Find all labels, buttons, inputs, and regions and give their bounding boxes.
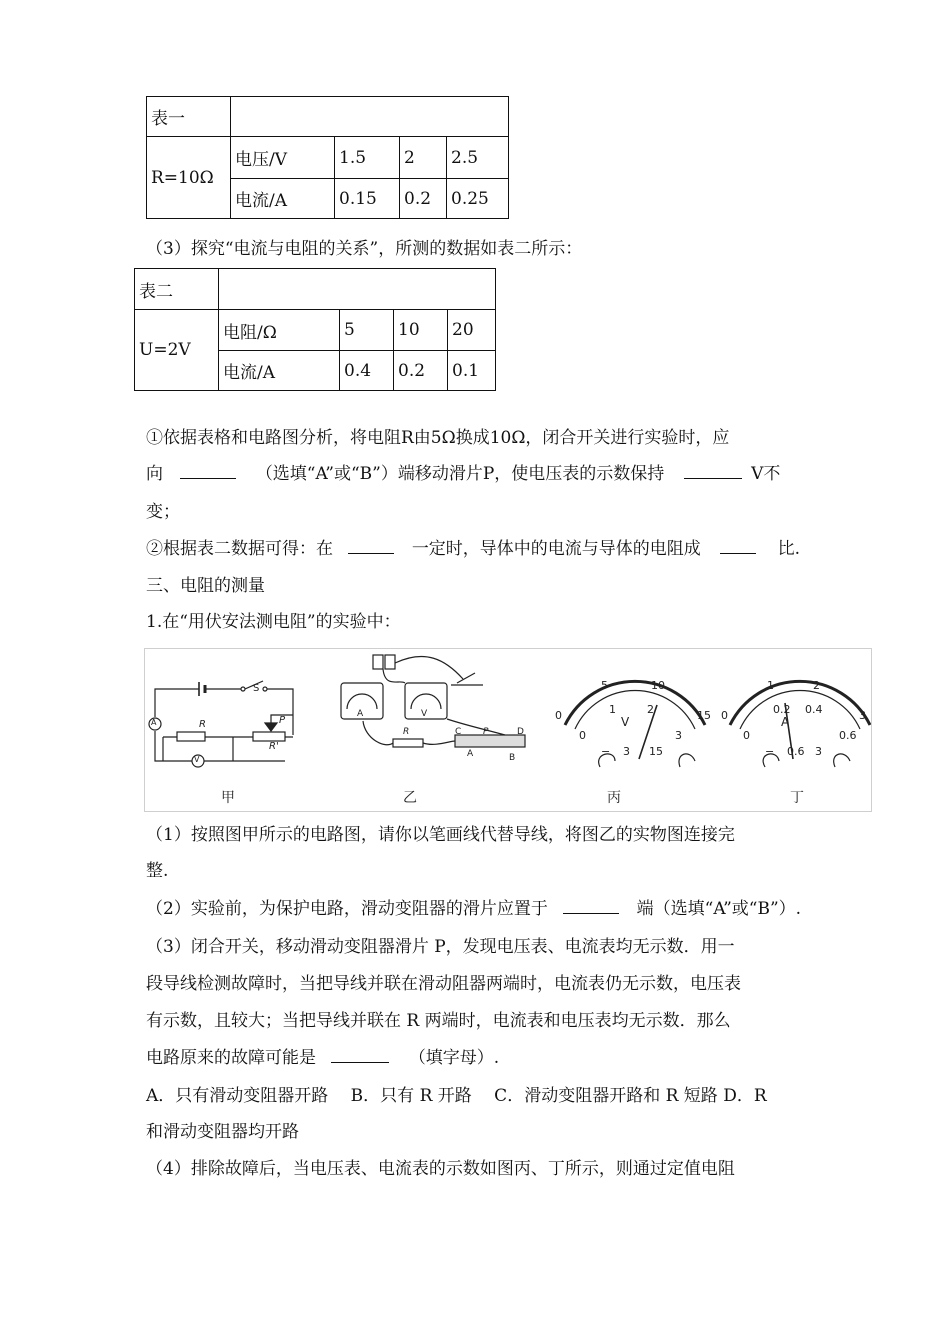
voltmeter-terminal: − xyxy=(601,745,611,758)
question-1-text-a: 向 xyxy=(146,464,163,484)
terminal-label: D xyxy=(517,727,524,737)
table-2 xyxy=(134,268,496,391)
ammeter-outer-scale: 1 xyxy=(767,679,774,692)
table-2-condition: U=2V xyxy=(135,310,219,391)
voltmeter-inner-scale: 1 xyxy=(609,703,616,716)
question-3-intro: （3）探究“电流与电阻的关系”，所测的数据如表二所示： xyxy=(146,239,583,259)
caption-bing: 丙 xyxy=(607,790,621,806)
voltmeter-terminal: 3 xyxy=(623,745,630,758)
part-4-line: （4）排除故障后，当电压表、电流表的示数如图丙、丁所示，则通过定值电阻 xyxy=(146,1159,735,1179)
question-2-text-c: 比. xyxy=(777,539,801,559)
part-2-line xyxy=(146,898,801,920)
table-2-title-blank xyxy=(219,269,496,310)
options-line-1: A．只有滑动变阻器开路 B．只有 R 开路 C．滑动变阻器开路和 R 短路 D．R xyxy=(146,1086,767,1106)
ammeter-inner-scale: 0.2 xyxy=(773,703,791,716)
caption-ding: 丁 xyxy=(790,790,804,806)
table-1 xyxy=(146,96,509,219)
answer-blank[interactable] xyxy=(348,538,394,554)
table-2-title: 表二 xyxy=(135,269,219,310)
ammeter-outer-scale: 2 xyxy=(813,679,820,692)
section-heading: 三、电阻的测量 xyxy=(146,576,265,596)
voltmeter-inner-scale: 2 xyxy=(647,703,654,716)
voltmeter-terminal: 15 xyxy=(649,745,663,758)
table-1-cell: 0.15 xyxy=(335,179,400,219)
terminal-label: B xyxy=(509,753,516,763)
options-line-2: 和滑动变阻器均开路 xyxy=(146,1122,299,1142)
figure-drawing xyxy=(145,649,871,811)
question-2-text-b: 一定时，导体中的电流与导体的电阻成 xyxy=(411,539,701,559)
table-1-cell: 1.5 xyxy=(335,137,400,179)
voltmeter-inner-scale: 3 xyxy=(675,729,682,742)
slider-label: P xyxy=(279,715,286,726)
question-2-text-a: ②根据表二数据可得：在 xyxy=(146,539,333,559)
terminal-label: A xyxy=(467,749,474,759)
part-3-line-3: 有示数，且较大；当把导线并联在 R 两端时，电流表和电压表均无示数．那么 xyxy=(146,1011,731,1031)
question-2-line xyxy=(146,538,800,560)
experiment-figure xyxy=(144,648,872,812)
switch-label: S xyxy=(253,683,260,694)
ammeter-outer-scale: 3 xyxy=(859,709,866,722)
part-3-text-b: （填字母）. xyxy=(408,1048,500,1068)
caption-jia: 甲 xyxy=(221,790,235,806)
voltmeter-outer-scale: 0 xyxy=(555,709,562,722)
table-2-cell: 10 xyxy=(394,310,448,351)
terminal-label: C xyxy=(455,727,462,737)
real-resistor-label: R xyxy=(403,727,410,737)
ammeter-outer-scale: 0 xyxy=(721,709,728,722)
resistor-label: R xyxy=(199,719,206,730)
table-1-cell: 2.5 xyxy=(447,137,509,179)
answer-blank[interactable] xyxy=(684,463,742,479)
table-1-condition: R=10Ω xyxy=(147,137,231,219)
item-1-intro: 1.在“用伏安法测电阻”的实验中： xyxy=(146,612,401,632)
question-1-text-b: （选填“A”或“B”）端移动滑片P，使电压表的示数保持 xyxy=(255,464,665,484)
voltmeter-symbol-label: V xyxy=(194,755,200,764)
table-1-cell: 0.2 xyxy=(400,179,447,219)
table-2-row-label: 电阻/Ω xyxy=(219,310,340,351)
real-ammeter-label: A xyxy=(357,709,364,719)
physical-circuit xyxy=(341,655,525,747)
table-1-row-label: 电流/A xyxy=(231,179,335,219)
part-3-line-4 xyxy=(146,1047,499,1069)
question-1-line-2 xyxy=(146,463,780,485)
table-1-row-label: 电压/V xyxy=(231,137,335,179)
voltmeter-outer-scale: 5 xyxy=(601,679,608,692)
table-2-row-label: 电流/A xyxy=(219,351,340,391)
ammeter-inner-scale: 0.4 xyxy=(805,703,823,716)
voltmeter-dial xyxy=(565,681,705,767)
ammeter-inner-scale: 0 xyxy=(743,729,750,742)
caption-yi: 乙 xyxy=(403,790,417,806)
table-1-cell: 2 xyxy=(400,137,447,179)
voltmeter-inner-scale: 0 xyxy=(579,729,586,742)
table-2-cell: 0.2 xyxy=(394,351,448,391)
part-2-text-b: 端（选填“A”或“B”）. xyxy=(636,899,802,919)
question-1-line-3: 变； xyxy=(146,502,180,522)
real-slider-label: P xyxy=(483,727,489,737)
ammeter-unit: A xyxy=(781,715,790,729)
part-1-line-1: （1）按照图甲所示的电路图，请你以笔画线代替导线，将图乙的实物图连接完 xyxy=(146,825,735,845)
question-1-text-c: V不 xyxy=(751,464,781,484)
ammeter-terminal: 0.6 xyxy=(787,745,805,758)
ammeter-terminal: 3 xyxy=(815,745,822,758)
rheostat-label: R' xyxy=(269,741,279,752)
voltmeter-outer-scale: 10 xyxy=(651,679,665,692)
part-3-line-2: 段导线检测故障时，当把导线并联在滑动阻器两端时，电流表仍无示数，电压表 xyxy=(146,974,741,994)
table-2-cell: 20 xyxy=(448,310,496,351)
ammeter-inner-scale: 0.6 xyxy=(839,729,857,742)
answer-blank[interactable] xyxy=(563,898,619,914)
voltmeter-outer-scale: 15 xyxy=(697,709,711,722)
table-2-cell: 5 xyxy=(340,310,394,351)
voltmeter-unit: V xyxy=(621,715,630,729)
part-3-text-a: 电路原来的故障可能是 xyxy=(146,1048,316,1068)
part-1-line-2: 整. xyxy=(146,861,169,881)
table-1-cell: 0.25 xyxy=(447,179,509,219)
table-1-title: 表一 xyxy=(147,97,231,137)
question-1-line-1: ①依据表格和电路图分析，将电阻R由5Ω换成10Ω，闭合开关进行实验时，应 xyxy=(146,428,730,448)
table-2-cell: 0.4 xyxy=(340,351,394,391)
answer-blank[interactable] xyxy=(720,538,756,554)
answer-blank[interactable] xyxy=(180,463,236,479)
table-2-cell: 0.1 xyxy=(448,351,496,391)
part-2-text-a: （2）实验前，为保护电路，滑动变阻器的滑片应置于 xyxy=(146,899,548,919)
ammeter-terminal: − xyxy=(765,745,775,758)
ammeter-symbol-label: A xyxy=(151,718,157,727)
part-3-line-1: （3）闭合开关，移动滑动变阻器滑片 P，发现电压表、电流表均无示数．用一 xyxy=(146,937,735,957)
real-voltmeter-label: V xyxy=(421,709,428,719)
table-1-title-blank xyxy=(231,97,509,137)
answer-blank[interactable] xyxy=(331,1047,389,1063)
